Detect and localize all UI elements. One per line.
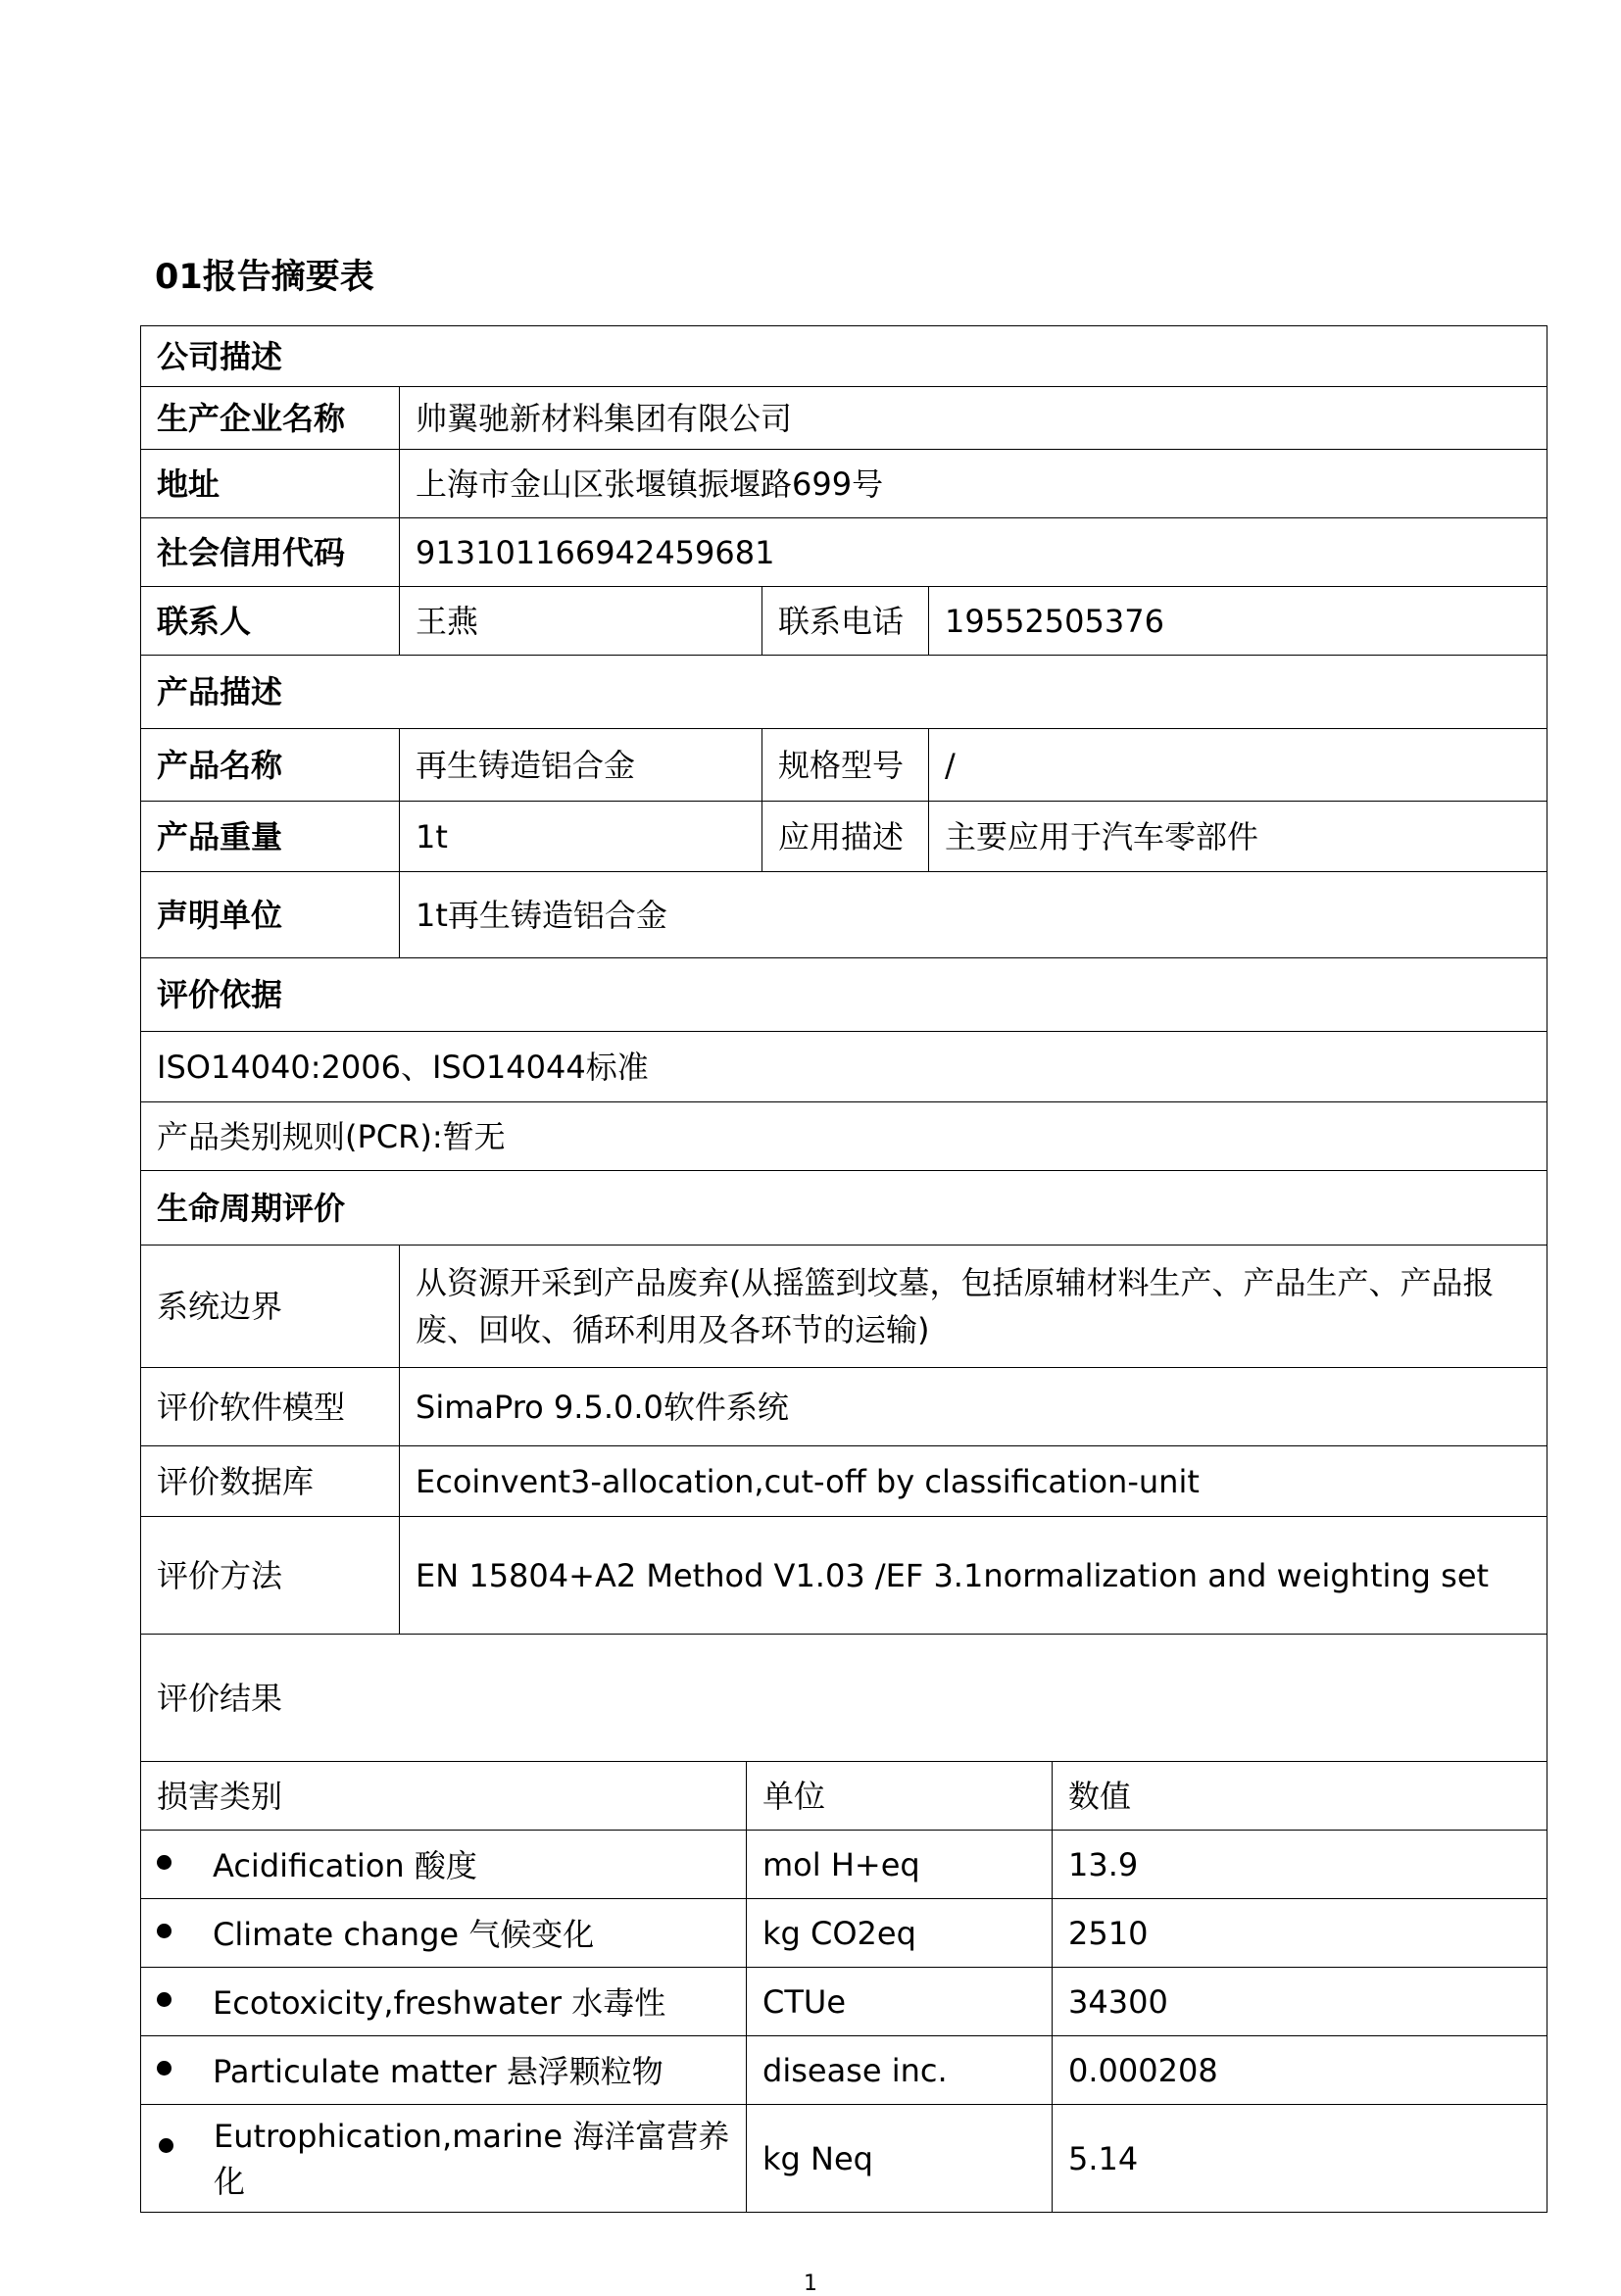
product-name-label: 产品名称 — [141, 729, 400, 802]
table-row — [141, 2105, 1547, 2213]
contact-label: 联系人 — [141, 587, 400, 656]
result-unit: CTUe — [747, 1968, 1053, 2036]
product-weight-label: 产品重量 — [141, 802, 400, 872]
credit-code-label: 社会信用代码 — [141, 518, 400, 587]
section-company: 公司描述 — [141, 326, 1547, 387]
bullet-icon — [159, 2138, 173, 2153]
declared-unit-label: 声明单位 — [141, 872, 400, 958]
spec-label: 规格型号 — [762, 729, 929, 802]
contact-value: 王燕 — [400, 587, 762, 656]
phone-value: 19552505376 — [929, 587, 1547, 656]
declared-unit-value: 1t再生铸造铝合金 — [400, 872, 1547, 958]
result-value: 0.000208 — [1053, 2036, 1547, 2105]
boundary-label: 系统边界 — [141, 1246, 400, 1368]
bullet-icon — [157, 1924, 172, 1938]
database-value: Ecoinvent3-allocation,cut-off by classification-unit — [400, 1446, 1547, 1517]
pcr-text: 产品类别规则(PCR):暂无 — [141, 1102, 1547, 1171]
phone-label: 联系电话 — [762, 587, 929, 656]
results-label: 评价结果 — [141, 1635, 1547, 1762]
product-name-value: 再生铸造铝合金 — [400, 729, 762, 802]
address-label: 地址 — [141, 450, 400, 518]
credit-code-value: 913101166942459681 — [400, 518, 1547, 587]
company-name-value: 帅翼驰新材料集团有限公司 — [400, 387, 1547, 450]
results-header-value: 数值 — [1053, 1762, 1547, 1831]
bullet-icon — [157, 1855, 172, 1870]
result-category: Particulate matter 悬浮颗粒物 — [141, 2036, 747, 2105]
result-unit: mol H+eq — [747, 1831, 1053, 1899]
result-category: Climate change 气候变化 — [141, 1899, 747, 1968]
company-name-label: 生产企业名称 — [141, 387, 400, 450]
bullet-icon — [157, 2061, 172, 2076]
method-value: EN 15804+A2 Method V1.03 /EF 3.1normalization and weighting set — [400, 1517, 1547, 1635]
result-value: 34300 — [1053, 1968, 1547, 2036]
boundary-value: 从资源开采到产品废弃(从摇篮到坟墓，包括原辅材料生产、产品生产、产品报废、回收、循环利用及各环节的运输) — [400, 1246, 1547, 1368]
method-label: 评价方法 — [141, 1517, 400, 1635]
bullet-icon — [157, 1992, 172, 2007]
software-label: 评价软件模型 — [141, 1368, 400, 1446]
standard-text: ISO14040:2006、ISO14044标准 — [141, 1032, 1547, 1102]
result-value: 2510 — [1053, 1899, 1547, 1968]
result-value: 5.14 — [1053, 2105, 1547, 2213]
table-row — [141, 1899, 1547, 1968]
page-title: 01报告摘要表 — [155, 258, 374, 297]
result-category: Eutrophication,marine 海洋富营养化 — [141, 2105, 747, 2213]
results-table — [140, 1761, 1547, 2213]
application-value: 主要应用于汽车零部件 — [929, 802, 1547, 872]
database-label: 评价数据库 — [141, 1446, 400, 1517]
result-unit: kg CO2eq — [747, 1899, 1053, 1968]
product-weight-value: 1t — [400, 802, 762, 872]
spec-value: / — [929, 729, 1547, 802]
application-label: 应用描述 — [762, 802, 929, 872]
table-row — [141, 2036, 1547, 2105]
address-value: 上海市金山区张堰镇振堰路699号 — [400, 450, 1547, 518]
table-row — [141, 1968, 1547, 2036]
section-product: 产品描述 — [141, 656, 1547, 729]
results-header-unit: 单位 — [747, 1762, 1053, 1831]
result-unit: disease inc. — [747, 2036, 1053, 2105]
section-lca: 生命周期评价 — [141, 1171, 1547, 1246]
result-category: Acidification 酸度 — [141, 1831, 747, 1899]
results-header-category: 损害类别 — [141, 1762, 747, 1831]
result-category: Ecotoxicity,freshwater 水毒性 — [141, 1968, 747, 2036]
summary-table — [140, 325, 1547, 1762]
result-unit: kg Neq — [747, 2105, 1053, 2213]
result-value: 13.9 — [1053, 1831, 1547, 1899]
section-basis: 评价依据 — [141, 958, 1547, 1032]
page-number: 1 — [804, 2272, 817, 2296]
software-value: SimaPro 9.5.0.0软件系统 — [400, 1368, 1547, 1446]
table-row — [141, 1831, 1547, 1899]
